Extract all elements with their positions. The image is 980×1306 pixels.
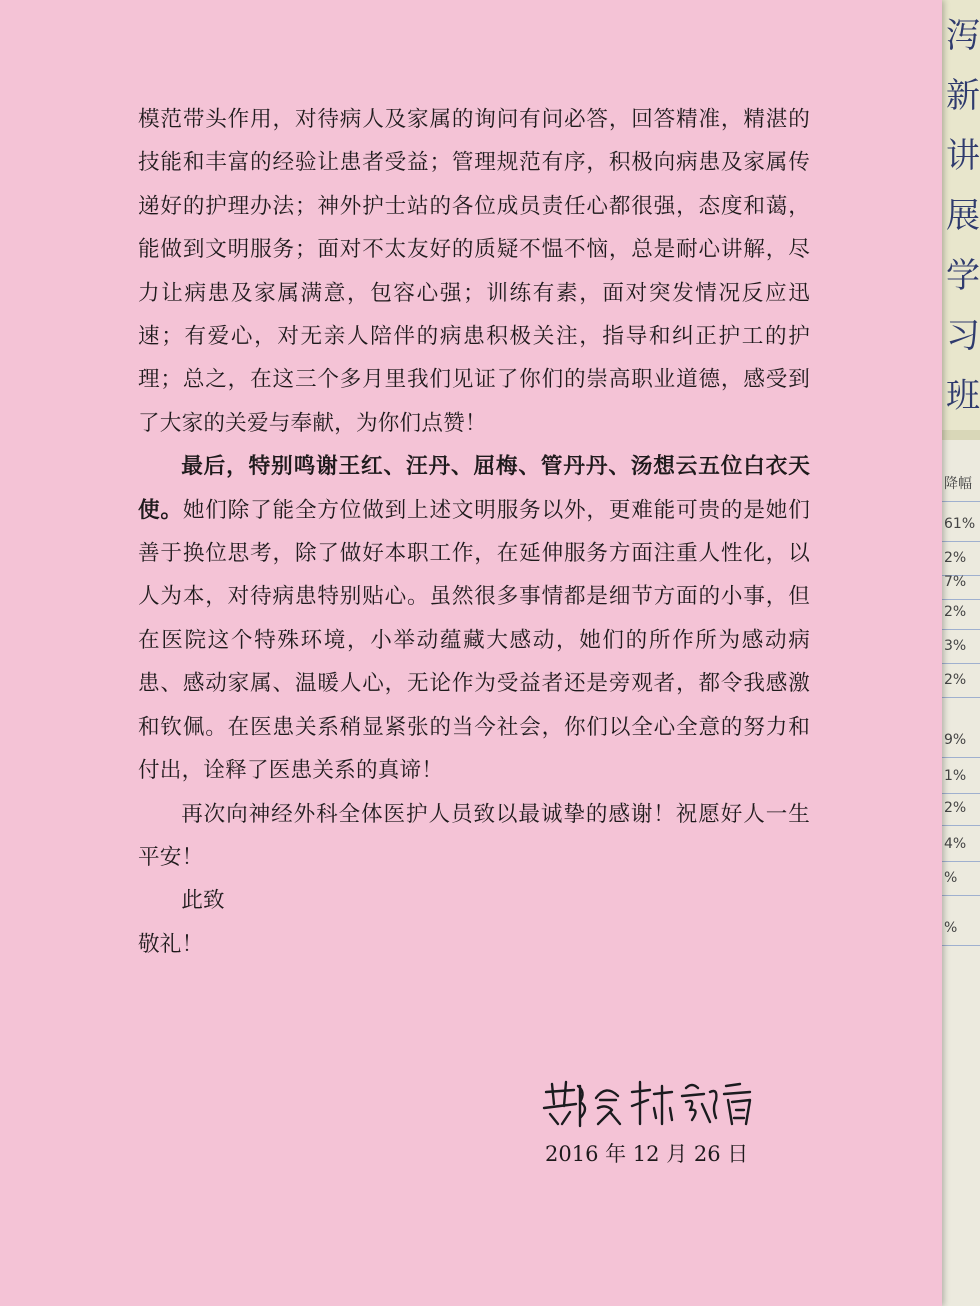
paragraph-closing: 再次向神经外科全体医护人员致以最诚挚的感谢！祝愿好人一生平安！ — [138, 801, 810, 870]
table-cell: 9% — [942, 722, 980, 758]
table-cell: 降幅 — [942, 466, 980, 502]
letter-date: 2016 年 12 月 26 日 — [545, 1142, 749, 1166]
table-cell: % — [942, 860, 980, 896]
background-banner — [940, 0, 980, 430]
banner-char: 习 — [946, 316, 980, 356]
paragraph-continued: 模范带头作用，对待病人及家属的询问有问必答，回答精准，精湛的技能和丰富的经验让患者受益；管理规范有序，积极向病患及家属传递好的护理办法；神外护士站的各位成员责任心都很强，态度和蔼，能做到文明服务；面对不太友好的质疑不愠不恼，总是耐心讲解，尽力让病患及家属满意，包容心强；训练有素，面对突发情况反应迅速；有爱心，对无亲人陪伴的病患积极关注，指导和纠正护工的护理；总之，在这三个多月里我们见证了你们的崇高职业道德，感受到了大家的关爱与奉献，为你们点赞！ — [138, 107, 810, 436]
paragraph-thanks — [138, 445, 810, 792]
salutation-line-1: 此致 — [181, 888, 225, 914]
table-cell: 1% — [942, 758, 980, 794]
table-cell: 3% — [942, 628, 980, 664]
background-table — [940, 440, 980, 1306]
banner-char: 泻 — [946, 16, 980, 56]
salutation-line-2: 敬礼！ — [138, 931, 204, 957]
banner-char: 班 — [946, 376, 980, 416]
table-cell: 2% — [942, 790, 980, 826]
table-cell: 2% — [942, 540, 980, 576]
table-cell: 7% — [942, 564, 980, 600]
table-cell: 2% — [942, 662, 980, 698]
table-cell: 2% — [942, 594, 980, 630]
banner-char: 学 — [946, 256, 980, 296]
thanks-names: 最后，特别鸣谢王红、汪丹、屈梅、管丹丹、汤想云五位白衣天使。 — [138, 454, 810, 523]
table-cell: 4% — [942, 826, 980, 862]
banner-char: 讲 — [946, 136, 980, 176]
table-cell: % — [942, 910, 980, 946]
handwritten-signature — [540, 1078, 760, 1128]
letter-body — [138, 98, 810, 966]
table-cell: 61% — [942, 506, 980, 542]
banner-char: 新 — [946, 76, 980, 116]
thanks-detail: 她们除了能全方位做到上述文明服务以外，更难能可贵的是她们善于换位思考，除了做好本职工作，在延伸服务方面注重人性化，以人为本，对待病患特别贴心。虽然很多事情都是细节方面的小事，但在医院这个特殊环境，小举动蕴藏大感动，她们的所作所为感动病患、感动家属、温暖人心，无论作为受益者还是旁观者，都令我感激和钦佩。在医患关系稍显紧张的当今社会，你们以全心全意的努力和付出，诠释了医患关系的真谛！ — [138, 497, 810, 784]
banner-char: 展 — [946, 196, 980, 236]
